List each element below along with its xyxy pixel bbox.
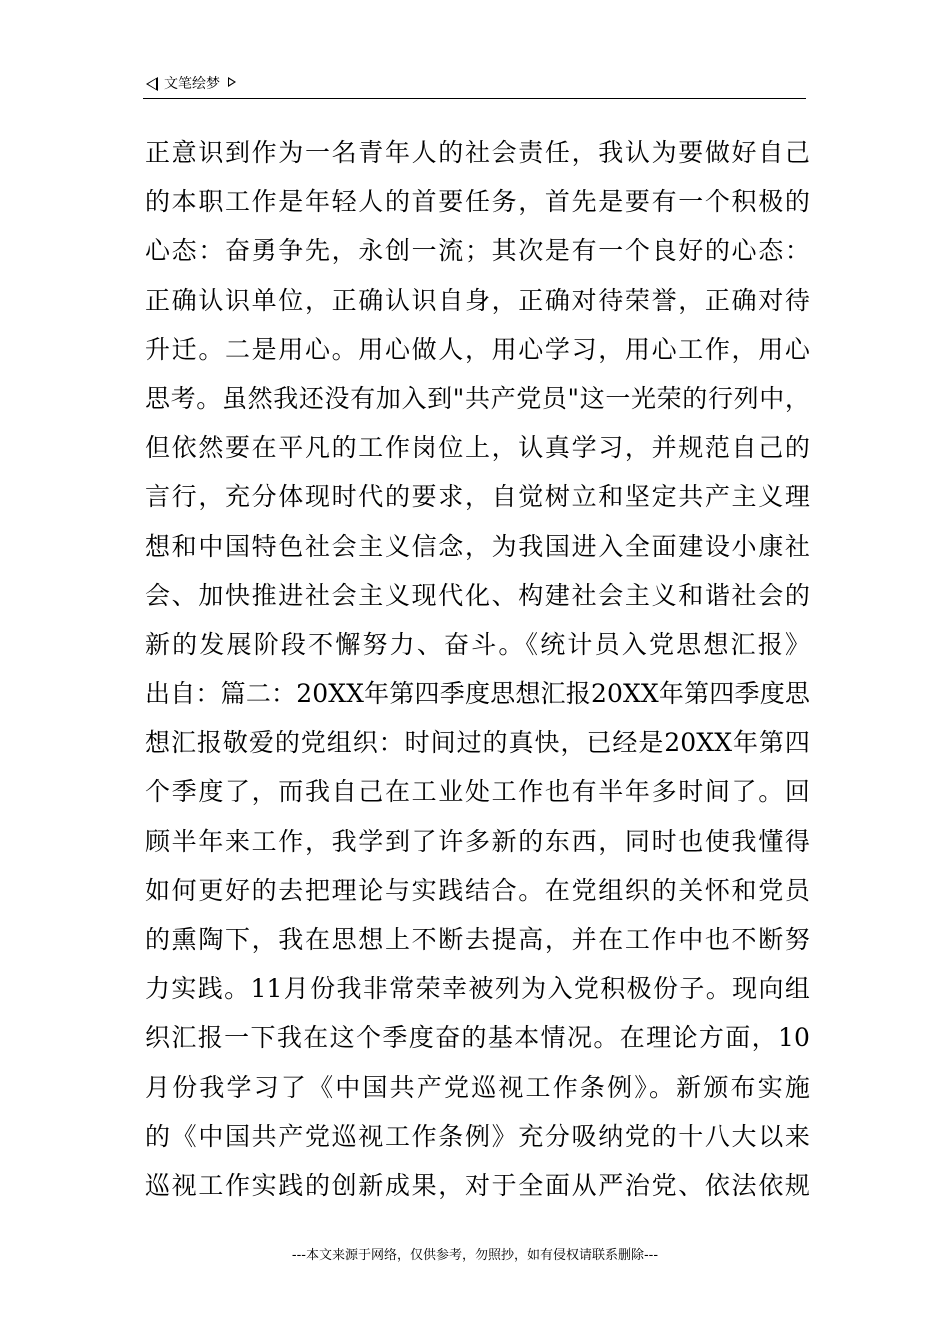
body-line: 会、加快推进社会主义现代化、构建社会主义和谐社会的 — [145, 580, 810, 610]
document-body — [145, 128, 810, 1210]
body-line: 正意识到作为一名青年人的社会责任，我认为要做好自己 — [145, 138, 810, 167]
body-line: 出自：篇二：20XX年第四季度思想汇报20XX年第四季度思 — [145, 679, 810, 709]
body-line: 如何更好的去把理论与实践结合。在党组织的关怀和党员 — [145, 875, 810, 905]
body-line: 顾半年来工作，我学到了许多新的东西，同时也使我懂得 — [145, 826, 810, 856]
body-line: 正确认识单位，正确认识自身，正确对待荣誉，正确对待 — [145, 285, 810, 315]
body-line: 巡视工作实践的创新成果，对于全面从严治党、依法依规 — [145, 1170, 810, 1200]
body-line: 言行，充分体现时代的要求，自觉树立和坚定共产主义理 — [145, 482, 810, 512]
body-line: 新的发展阶段不懈努力、奋斗。《统计员入党思想汇报》 — [145, 629, 810, 659]
body-line: 想和中国特色社会主义信念，为我国进入全面建设小康社 — [145, 531, 810, 561]
left-triangle-icon — [146, 77, 158, 91]
body-line: 力实践。11月份我非常荣幸被列为入党积极份子。现向组 — [145, 974, 810, 1004]
body-line: 月份我学习了《中国共产党巡视工作条例》。新颁布实施 — [145, 1072, 810, 1102]
body-line: 升迁。二是用心。用心做人，用心学习，用心工作，用心 — [145, 334, 810, 364]
body-line: 个季度了，而我自己在工业处工作也有半年多时间了。回 — [145, 777, 810, 807]
header-brand-group — [146, 76, 236, 92]
body-line: 心态：奋勇争先，永创一流；其次是有一个良好的心态： — [145, 236, 810, 266]
page-header — [143, 74, 806, 99]
body-line: 思考。虽然我还没有加入到"共产党员"这一光荣的行列中， — [145, 383, 810, 413]
body-line: 织汇报一下我在这个季度奋的基本情况。在理论方面，10 — [145, 1023, 810, 1053]
header-brand: 文笔绘梦 — [164, 76, 220, 92]
body-line: 想汇报敬爱的党组织：时间过的真快，已经是20XX年第四 — [145, 728, 810, 758]
body-line: 但依然要在平凡的工作岗位上，认真学习，并规范自己的 — [145, 433, 810, 463]
right-triangle-icon — [228, 77, 236, 87]
body-line: 的熏陶下，我在思想上不断去提高，并在工作中也不断努 — [145, 925, 810, 954]
body-line: 的《中国共产党巡视工作条例》充分吸纳党的十八大以来 — [145, 1121, 810, 1151]
body-line: 的本职工作是年轻人的首要任务，首先是要有一个积极的 — [145, 187, 810, 217]
footer-notice: ---本文来源于网络，仅供参考，勿照抄，如有侵权请联系删除--- — [291, 1248, 659, 1263]
